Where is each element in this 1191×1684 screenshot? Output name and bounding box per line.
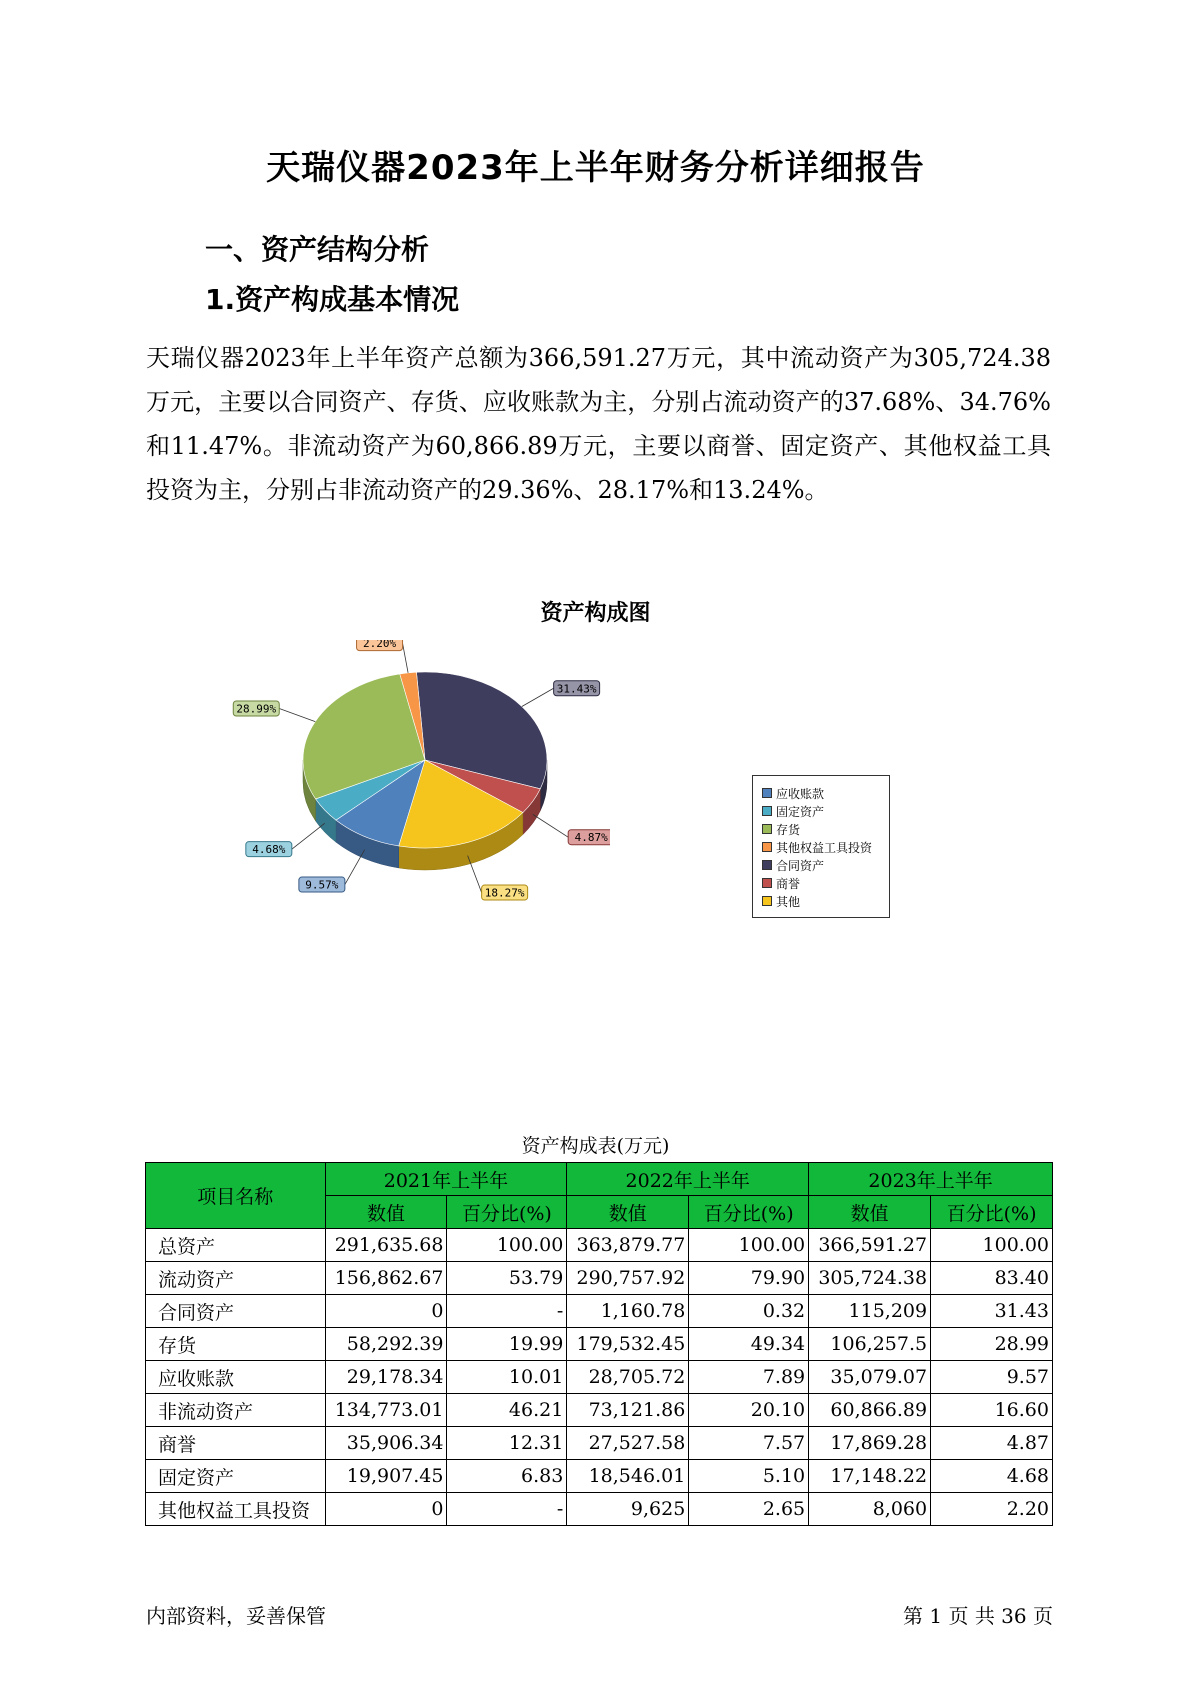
percent-cell: 4.68 xyxy=(931,1460,1053,1493)
value-cell: 35,079.07 xyxy=(809,1361,931,1394)
row-label: 流动资产 xyxy=(146,1262,326,1295)
value-cell: 17,148.22 xyxy=(809,1460,931,1493)
table-caption: 资产构成表(万元) xyxy=(521,1135,670,1157)
summary-paragraph: 天瑞仪器2023年上半年资产总额为366,591.27万元，其中流动资产为305,724.38万元，主要以合同资产、存货、应收账款为主，分别占流动资产的37.68%、34.76%和11.47%。非流动资产为60,866.89万元，主要以商誉、固定资产、其他权益工具投资为主，分别占非流动资产的29.36%、28.17%和13.24%。 xyxy=(146,344,1051,504)
row-label: 存货 xyxy=(146,1328,326,1361)
legend-item xyxy=(762,838,889,856)
legend-item xyxy=(762,874,889,892)
legend-label: 固定资产 xyxy=(776,804,825,819)
percent-cell: 100.00 xyxy=(931,1229,1053,1262)
value-cell: 0 xyxy=(325,1493,447,1526)
label-leader-line xyxy=(522,688,554,706)
value-cell: 305,724.38 xyxy=(809,1262,931,1295)
percent-header: 百分比(%) xyxy=(447,1196,567,1229)
percent-cell: 9.57 xyxy=(931,1361,1053,1394)
data-label: 28.99% xyxy=(236,702,277,716)
legend-item xyxy=(762,784,889,802)
value-cell: 0 xyxy=(325,1295,447,1328)
percent-cell: 12.31 xyxy=(447,1427,567,1460)
percent-cell: - xyxy=(447,1493,567,1526)
percent-cell: 49.34 xyxy=(689,1328,809,1361)
value-cell: 18,546.01 xyxy=(567,1460,689,1493)
legend-item xyxy=(762,820,889,838)
legend-label: 其他 xyxy=(776,894,801,909)
item-name-header: 项目名称 xyxy=(146,1163,326,1229)
percent-header: 百分比(%) xyxy=(931,1196,1053,1229)
percent-cell: 4.87 xyxy=(931,1427,1053,1460)
row-label: 商誉 xyxy=(146,1427,326,1460)
subsection-heading: 1.资产构成基本情况 xyxy=(205,283,460,316)
value-cell: 8,060 xyxy=(809,1493,931,1526)
asset-table xyxy=(145,1162,1053,1526)
percent-cell: 7.57 xyxy=(689,1427,809,1460)
data-label: 18.27% xyxy=(484,886,525,900)
legend-swatch xyxy=(762,896,772,906)
data-label: 2.20% xyxy=(362,640,397,651)
percent-cell: - xyxy=(447,1295,567,1328)
percent-cell: 53.79 xyxy=(447,1262,567,1295)
legend-swatch xyxy=(762,860,772,870)
value-cell: 29,178.34 xyxy=(325,1361,447,1394)
year-header: 2021年上半年 xyxy=(325,1163,567,1196)
label-leader-line xyxy=(279,708,315,721)
value-cell: 134,773.01 xyxy=(325,1394,447,1427)
row-label: 总资产 xyxy=(146,1229,326,1262)
percent-cell: 5.10 xyxy=(689,1460,809,1493)
legend-item xyxy=(762,802,889,820)
percent-cell: 0.32 xyxy=(689,1295,809,1328)
legend-swatch xyxy=(762,806,772,816)
table-row xyxy=(146,1427,1053,1460)
percent-cell: 16.60 xyxy=(931,1394,1053,1427)
row-label: 固定资产 xyxy=(146,1460,326,1493)
value-cell: 290,757.92 xyxy=(567,1262,689,1295)
value-cell: 27,527.58 xyxy=(567,1427,689,1460)
percent-cell: 20.10 xyxy=(689,1394,809,1427)
year-header: 2023年上半年 xyxy=(809,1163,1053,1196)
value-cell: 363,879.77 xyxy=(567,1229,689,1262)
value-header: 数值 xyxy=(567,1196,689,1229)
legend-label: 合同资产 xyxy=(776,858,825,873)
percent-cell: 7.89 xyxy=(689,1361,809,1394)
percent-cell: 10.01 xyxy=(447,1361,567,1394)
percent-cell: 28.99 xyxy=(931,1328,1053,1361)
value-cell: 115,209 xyxy=(809,1295,931,1328)
value-cell: 58,292.39 xyxy=(325,1328,447,1361)
asset-pie-chart xyxy=(230,640,610,930)
percent-cell: 2.20 xyxy=(931,1493,1053,1526)
value-header: 数值 xyxy=(809,1196,931,1229)
value-cell: 106,257.5 xyxy=(809,1328,931,1361)
table-row xyxy=(146,1460,1053,1493)
table-row xyxy=(146,1394,1053,1427)
legend-label: 应收账款 xyxy=(776,786,825,801)
legend-item xyxy=(762,892,889,910)
legend-swatch xyxy=(762,824,772,834)
page-title: 天瑞仪器2023年上半年财务分析详细报告 xyxy=(266,148,925,188)
data-label: 4.68% xyxy=(252,843,286,857)
legend-swatch xyxy=(762,878,772,888)
footer-note: 内部资料，妥善保管 xyxy=(146,1604,326,1628)
row-label: 非流动资产 xyxy=(146,1394,326,1427)
percent-cell: 31.43 xyxy=(931,1295,1053,1328)
value-cell: 1,160.78 xyxy=(567,1295,689,1328)
table-row xyxy=(146,1493,1053,1526)
value-cell: 19,907.45 xyxy=(325,1460,447,1493)
legend-swatch xyxy=(762,788,772,798)
value-cell: 35,906.34 xyxy=(325,1427,447,1460)
value-cell: 28,705.72 xyxy=(567,1361,689,1394)
percent-cell: 2.65 xyxy=(689,1493,809,1526)
chart-legend xyxy=(752,775,890,918)
row-label: 应收账款 xyxy=(146,1361,326,1394)
percent-header: 百分比(%) xyxy=(689,1196,809,1229)
value-cell: 366,591.27 xyxy=(809,1229,931,1262)
value-cell: 179,532.45 xyxy=(567,1328,689,1361)
label-leader-line xyxy=(345,850,365,885)
percent-cell: 19.99 xyxy=(447,1328,567,1361)
table-row xyxy=(146,1328,1053,1361)
value-cell: 9,625 xyxy=(567,1493,689,1526)
label-leader-line xyxy=(403,643,409,673)
data-label: 9.57% xyxy=(305,878,339,892)
legend-swatch xyxy=(762,842,772,852)
page-number: 第 1 页 共 36 页 xyxy=(903,1604,1053,1628)
percent-cell: 100.00 xyxy=(447,1229,567,1262)
value-cell: 73,121.86 xyxy=(567,1394,689,1427)
legend-label: 其他权益工具投资 xyxy=(776,840,873,855)
percent-cell: 100.00 xyxy=(689,1229,809,1262)
year-header: 2022年上半年 xyxy=(567,1163,809,1196)
value-cell: 156,862.67 xyxy=(325,1262,447,1295)
value-cell: 17,869.28 xyxy=(809,1427,931,1460)
row-label: 合同资产 xyxy=(146,1295,326,1328)
table-row xyxy=(146,1295,1053,1328)
value-cell: 60,866.89 xyxy=(809,1394,931,1427)
data-label: 4.87% xyxy=(574,831,608,845)
percent-cell: 83.40 xyxy=(931,1262,1053,1295)
row-label: 其他权益工具投资 xyxy=(146,1493,326,1526)
legend-label: 存货 xyxy=(776,822,801,837)
label-leader-line xyxy=(292,823,325,849)
section-heading: 一、资产结构分析 xyxy=(205,233,430,266)
legend-label: 商誉 xyxy=(776,876,801,891)
percent-cell: 6.83 xyxy=(447,1460,567,1493)
legend-item xyxy=(762,856,889,874)
table-row xyxy=(146,1361,1053,1394)
percent-cell: 46.21 xyxy=(447,1394,567,1427)
table-row xyxy=(146,1229,1053,1262)
table-row xyxy=(146,1262,1053,1295)
chart-title: 资产构成图 xyxy=(540,601,651,626)
value-cell: 291,635.68 xyxy=(325,1229,447,1262)
data-label: 31.43% xyxy=(556,682,597,696)
label-leader-line xyxy=(533,814,568,837)
value-header: 数值 xyxy=(325,1196,447,1229)
percent-cell: 79.90 xyxy=(689,1262,809,1295)
